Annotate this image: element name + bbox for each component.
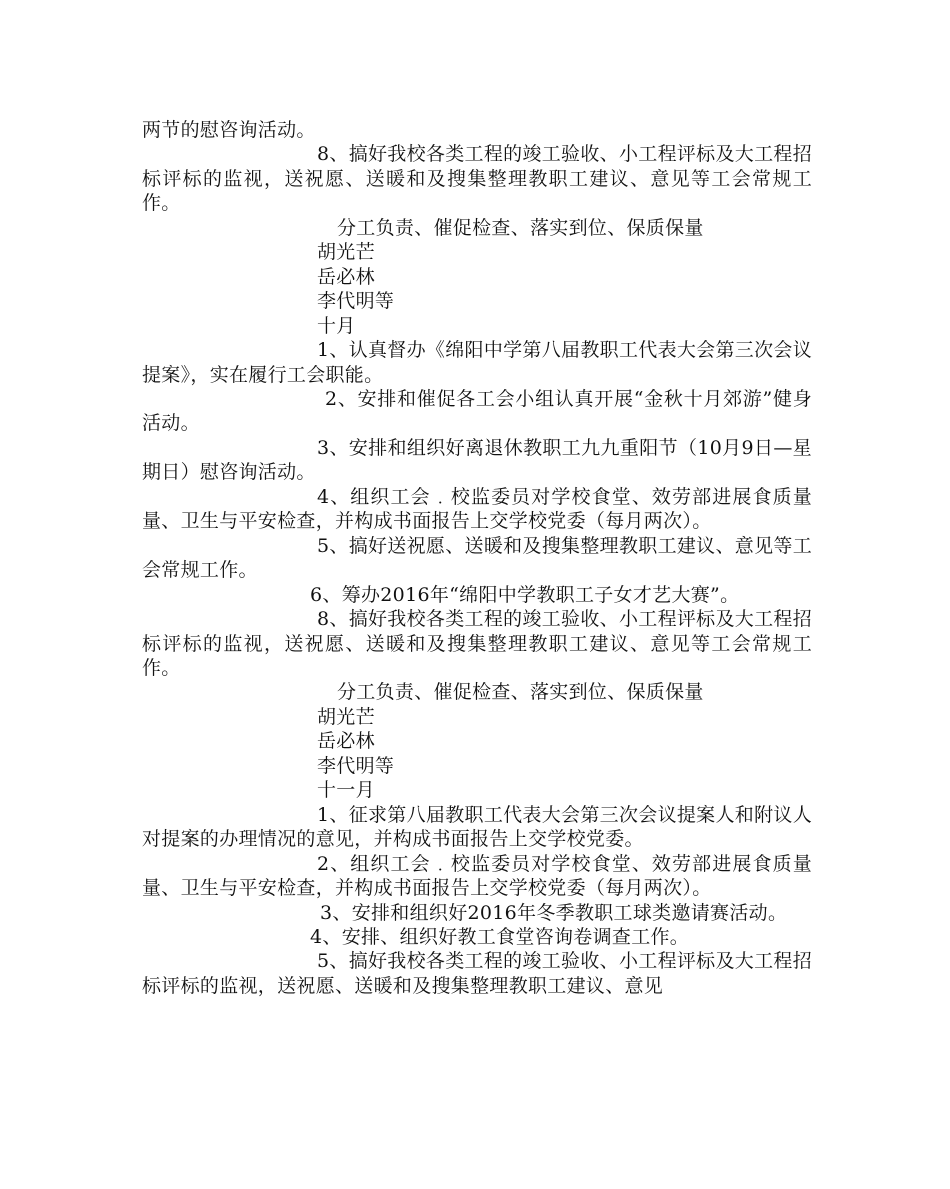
paragraph-item-3: 3、安排和组织好离退休教职工九九重阳节（10月9日—星期日）慰咨询活动。 <box>142 436 812 484</box>
month-heading-november: 十一月 <box>317 779 375 802</box>
document-body <box>142 118 812 998</box>
paragraph-item-2: 2、组织工会﹒校监委员对学校食堂、效劳部进展食质量量、卫生与平安检查，并构成书面报告上交学校党委（每月两次）。 <box>142 852 812 900</box>
paragraph-item-1: 1、认真督办《绵阳中学第八届教职工代表大会第三次会议提案》，实在履行工会职能。 <box>142 339 812 386</box>
paragraph-item-1: 1、征求第八届教职工代表大会第三次会议提案人和附议人对提案的办理情况的意见，并构成书面报告上交学校党委。 <box>142 803 812 851</box>
paragraph-item-4: 4、组织工会﹒校监委员对学校食堂、效劳部进展食质量量、卫生与平安检查，并构成书面报告上交学校党委（每月两次）。 <box>142 485 812 533</box>
responsibility-line: 分工负责、催促检查、落实到位、保质保量 <box>337 681 704 704</box>
paragraph-item-2: 2、安排和催促各工会小组认真开展“金秋十月郊游”健身活动。 <box>142 387 812 435</box>
paragraph-item-3: 3、安排和组织好2016年冬季教职工球类邀请赛活动。 <box>320 901 788 924</box>
person-name: 李代明等 <box>317 754 395 777</box>
paragraph-item-6: 6、筹办2016年“绵阳中学教职工子女才艺大赛”。 <box>310 583 740 606</box>
paragraph-item-8: 8、搞好我校各类工程的竣工验收、小工程评标及大工程招标评标的监视，送祝愿、送暖和及搜集整理教职工建议、意见等工会常规工作。 <box>142 143 812 215</box>
month-heading-october: 十月 <box>317 314 356 337</box>
person-name: 岳必林 <box>317 265 375 288</box>
paragraph-item-4: 4、安排、组织好教工食堂咨询卷调查工作。 <box>310 925 690 948</box>
responsibility-line: 分工负责、催促检查、落实到位、保质保量 <box>337 216 704 239</box>
person-name: 胡光芒 <box>317 705 375 728</box>
paragraph-continuation: 两节的慰咨询活动。 <box>142 119 316 141</box>
paragraph-item-8: 8、搞好我校各类工程的竣工验收、小工程评标及大工程招标评标的监视，送祝愿、送暖和及搜集整理教职工建议、意见等工会常规工作。 <box>142 608 812 679</box>
person-name: 李代明等 <box>317 290 395 313</box>
paragraph-item-5: 5、搞好我校各类工程的竣工验收、小工程评标及大工程招标评标的监视，送祝愿、送暖和及搜集整理教职工建议、意见 <box>142 950 812 997</box>
person-name: 胡光芒 <box>317 241 375 264</box>
paragraph-item-5: 5、搞好送祝愿、送暖和及搜集整理教职工建议、意见等工会常规工作。 <box>142 534 812 582</box>
person-name: 岳必林 <box>317 730 375 753</box>
